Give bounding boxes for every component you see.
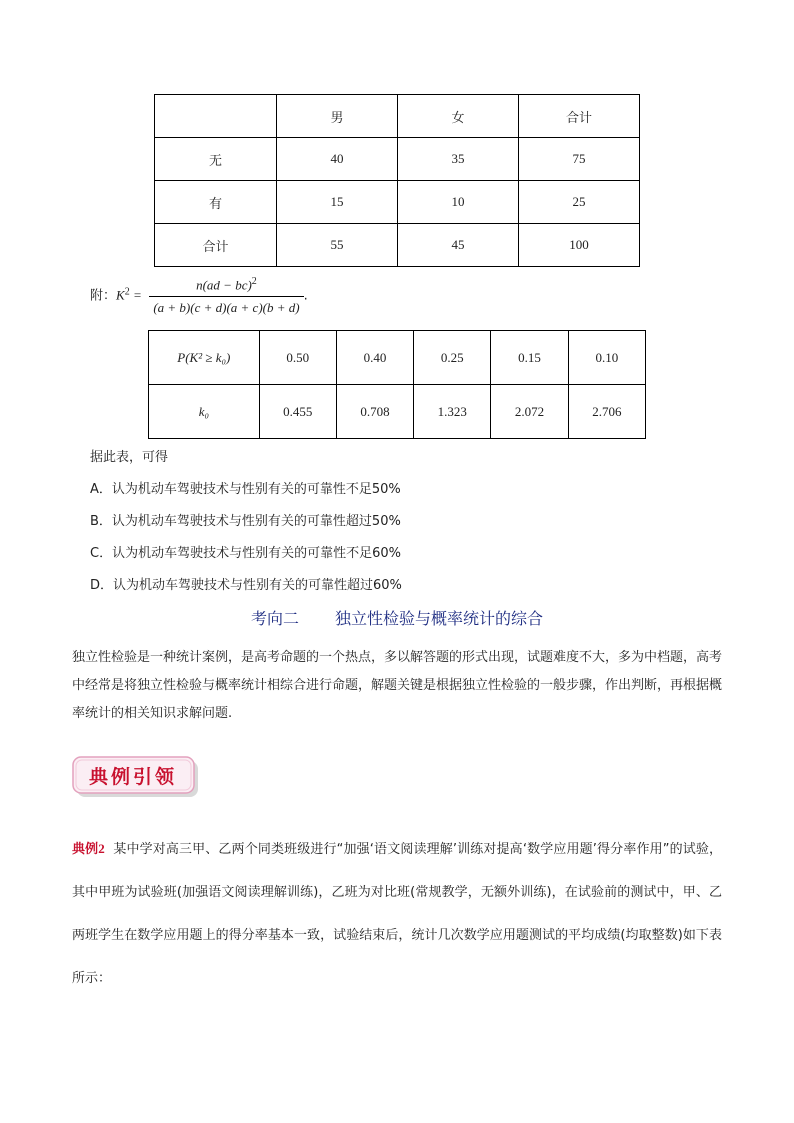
- question-stem: 据此表，可得: [90, 450, 169, 465]
- table-header-row: [155, 95, 640, 138]
- formula-numerator: n(ad − bc)$^2$: [149, 276, 303, 297]
- table-cell: 100: [518, 224, 639, 267]
- formula-equals: =: [133, 287, 142, 303]
- badge-label: 典例引领: [88, 767, 178, 788]
- formula-end: .: [303, 288, 308, 304]
- table-header-cell: 女: [397, 95, 518, 138]
- table-row: [149, 331, 646, 385]
- table-header-cell: [155, 95, 277, 138]
- table-cell: 0.10: [568, 331, 645, 385]
- section-heading: 独立性检验与概率统计的综合: [335, 609, 544, 628]
- table-row-label: P(K² ≥ k₀): [149, 331, 260, 385]
- table-cell: 0.455: [259, 385, 336, 439]
- chi-square-formula: [90, 276, 390, 324]
- table-row-label: 无: [155, 138, 277, 181]
- example-badge: [72, 756, 200, 798]
- table-row: [155, 181, 640, 224]
- table-cell: 0.50: [259, 331, 336, 385]
- example-text: 某中学对高三甲、乙两个同类班级进行“加强‘语文阅读理解’训练对提高‘数学应用题’得分率作用”的试验，其中甲班为试验班(加强语文阅读理解训练)，乙班为对比班(常规教学，无额外训练)，在试验前的测试中，甲、乙两班学生在数学应用题上的得分率基本一致，试验结束后，统计几次数学应用题测试的平均成绩(均取整数)如下表所示：: [72, 842, 723, 986]
- table-cell: 1.323: [414, 385, 491, 439]
- section-title: [0, 606, 794, 629]
- formula-lhs: K: [116, 287, 125, 303]
- formula-denominator: (a + b)(c + d)(a + c)(b + d): [153, 300, 300, 316]
- table-cell: 0.40: [336, 331, 413, 385]
- table-cell: 0.708: [336, 385, 413, 439]
- table-row: [155, 224, 640, 267]
- formula-lhs-exponent: 2: [124, 286, 130, 298]
- contingency-table: [154, 94, 640, 267]
- section-label: 考向二: [250, 609, 299, 628]
- table-header-cell: 合计: [518, 95, 639, 138]
- table-cell: 35: [397, 138, 518, 181]
- table-header-cell: 男: [276, 95, 397, 138]
- table-cell: 55: [276, 224, 397, 267]
- table-row-label: 合计: [155, 224, 277, 267]
- critical-value-table: [148, 330, 646, 439]
- table-cell: 75: [518, 138, 639, 181]
- option-a: A．认为机动车驾驶技术与性别有关的可靠性不足50%: [90, 482, 401, 497]
- option-b: B．认为机动车驾驶技术与性别有关的可靠性超过50%: [90, 514, 401, 529]
- table-cell: 0.15: [491, 331, 568, 385]
- table-cell: 40: [276, 138, 397, 181]
- table-cell: 15: [276, 181, 397, 224]
- table-cell: 25: [518, 181, 639, 224]
- table-row-label: k₀: [149, 385, 260, 439]
- table-row: [155, 138, 640, 181]
- table-cell: 2.706: [568, 385, 645, 439]
- table-cell: 0.25: [414, 331, 491, 385]
- example-paragraph: [72, 827, 722, 1000]
- formula-prefix: 附：: [90, 288, 117, 304]
- table-cell: 2.072: [491, 385, 568, 439]
- table-row: [149, 385, 646, 439]
- option-d: D．认为机动车驾驶技术与性别有关的可靠性超过60%: [90, 578, 402, 593]
- option-c: C．认为机动车驾驶技术与性别有关的可靠性不足60%: [90, 546, 401, 561]
- badge-frame: [72, 756, 200, 798]
- table-cell: 45: [397, 224, 518, 267]
- intro-paragraph: 独立性检验是一种统计案例，是高考命题的一个热点，多以解答题的形式出现，试题难度不大，多为中档题，高考中经常是将独立性检验与概率统计相综合进行命题，解题关键是根据独立性检验的一般步骤，作出判断，再根据概率统计的相关知识求解问题.: [72, 650, 723, 721]
- table-cell: 10: [397, 181, 518, 224]
- table-row-label: 有: [155, 181, 277, 224]
- example-label: 典例2: [72, 841, 105, 856]
- formula-fraction: [149, 276, 303, 316]
